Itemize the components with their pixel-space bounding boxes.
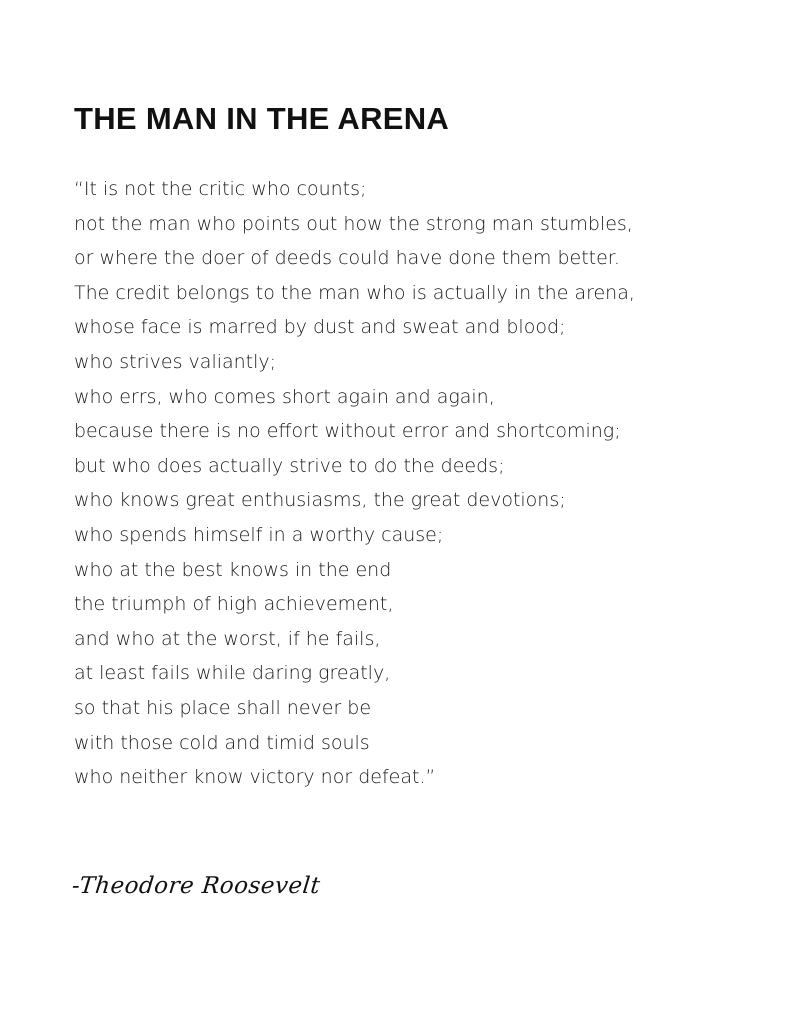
poem-line: with those cold and timid souls xyxy=(74,731,370,754)
poem-line: who neither know victory nor defeat.” xyxy=(74,766,436,789)
poem-line: at least fails while daring greatly, xyxy=(74,662,391,685)
poem-line: who knows great enthusiasms, the great devotions; xyxy=(74,489,566,512)
poem-line: who strives valiantly; xyxy=(74,350,277,373)
poem-line: or where the doer of deeds could have done them better. xyxy=(74,247,620,270)
poem-line: and who at the worst, if he fails, xyxy=(74,627,381,650)
poem-line: the triumph of high achievement, xyxy=(74,593,394,616)
poem-line: The credit belongs to the man who is actually in the arena, xyxy=(74,281,635,304)
poem-line: because there is no effort without error and shortcoming; xyxy=(74,420,621,443)
author-signature: -Theodore Roosevelt xyxy=(70,873,322,899)
poem-line: not the man who points out how the strong man stumbles, xyxy=(74,212,633,235)
poem-line: who at the best knows in the end xyxy=(74,558,392,581)
poem-line: who spends himself in a worthy cause; xyxy=(74,523,444,546)
poem-line: whose face is marred by dust and sweat and blood; xyxy=(74,316,566,339)
poem-line: so that his place shall never be xyxy=(74,696,372,719)
poem-body xyxy=(74,172,635,795)
poem-title: THE MAN IN THE ARENA xyxy=(74,101,450,136)
poem-line: “It is not the critic who counts; xyxy=(74,178,367,200)
poem-line: who errs, who comes short again and again, xyxy=(74,385,495,408)
poem-line: but who does actually strive to do the deeds; xyxy=(74,454,505,477)
